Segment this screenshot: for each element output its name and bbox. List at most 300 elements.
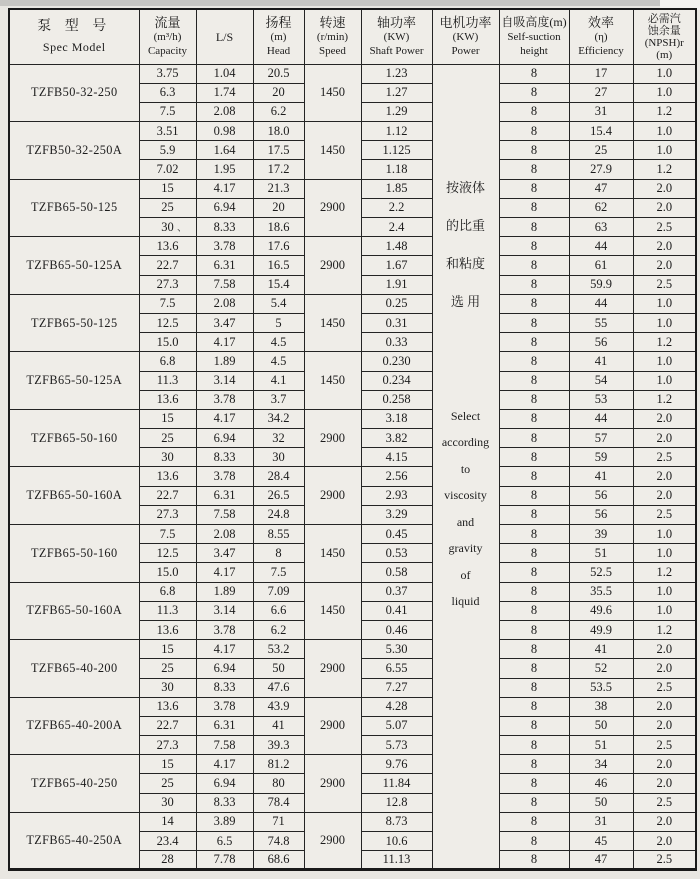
head-cell: 43.9 (253, 697, 304, 716)
shaft-power-cell: 0.53 (361, 544, 432, 563)
table-row (9, 352, 696, 371)
efficiency-cell: 52.5 (569, 563, 633, 582)
ls-cell: 3.78 (196, 237, 253, 256)
efficiency-cell: 17 (569, 64, 633, 83)
speed-cell: 2900 (304, 640, 361, 698)
npsh-cell: 1.0 (633, 83, 696, 102)
shaft-power-cell: 0.258 (361, 390, 432, 409)
capacity-cell: 12.5 (139, 544, 196, 563)
efficiency-cell: 54 (569, 371, 633, 390)
header-line: 必需汽 (647, 12, 681, 25)
capacity-cell: 6.8 (139, 582, 196, 601)
header-line: (r/min) (316, 31, 349, 44)
suction-cell: 8 (499, 237, 569, 256)
npsh-cell: 2.0 (633, 467, 696, 486)
power-note-line: viscosity (444, 488, 487, 502)
efficiency-cell: 56 (569, 333, 633, 352)
head-cell: 32 (253, 429, 304, 448)
efficiency-cell: 31 (569, 812, 633, 831)
col-header-model (9, 9, 139, 64)
model-cell: TZFB65-50-125 (9, 179, 139, 237)
npsh-cell: 1.0 (633, 313, 696, 332)
ls-cell: 7.58 (196, 505, 253, 524)
head-cell: 74.8 (253, 832, 304, 851)
head-cell: 15.4 (253, 275, 304, 294)
capacity-cell: 6.8 (139, 352, 196, 371)
head-cell: 71 (253, 812, 304, 831)
suction-cell: 8 (499, 755, 569, 774)
header-line: L/S (215, 29, 234, 44)
capacity-cell: 15 (139, 179, 196, 198)
efficiency-cell: 25 (569, 141, 633, 160)
suction-cell: 8 (499, 218, 569, 237)
table-body (9, 64, 696, 870)
table-row (9, 755, 696, 774)
npsh-cell: 2.0 (633, 256, 696, 275)
ls-cell: 3.78 (196, 467, 253, 486)
suction-cell: 8 (499, 141, 569, 160)
table-row (9, 582, 696, 601)
speed-cell: 1450 (304, 294, 361, 352)
table-row (9, 467, 696, 486)
capacity-cell: 30 (139, 678, 196, 697)
power-note-line: according (441, 435, 490, 449)
model-cell: TZFB65-50-160A (9, 467, 139, 525)
efficiency-cell: 41 (569, 352, 633, 371)
suction-cell: 8 (499, 409, 569, 428)
efficiency-cell: 50 (569, 793, 633, 812)
npsh-cell: 2.5 (633, 505, 696, 524)
ls-cell: 0.98 (196, 122, 253, 141)
suction-cell: 8 (499, 525, 569, 544)
speed-cell: 1450 (304, 582, 361, 640)
model-cell: TZFB65-40-200 (9, 640, 139, 698)
ls-cell: 4.17 (196, 640, 253, 659)
head-cell: 39.3 (253, 736, 304, 755)
head-cell: 41 (253, 716, 304, 735)
npsh-cell: 2.5 (633, 793, 696, 812)
efficiency-cell: 49.6 (569, 601, 633, 620)
speed-cell: 1450 (304, 352, 361, 410)
suction-cell: 8 (499, 851, 569, 870)
suction-cell: 8 (499, 678, 569, 697)
capacity-cell: 3.75 (139, 64, 196, 83)
speed-cell: 2900 (304, 409, 361, 467)
shaft-power-cell: 3.82 (361, 429, 432, 448)
scan-edge-strip (0, 0, 700, 6)
shaft-power-cell: 2.4 (361, 218, 432, 237)
power-note-line: of (460, 567, 471, 582)
header-line: 蚀余量 (647, 24, 681, 37)
shaft-power-cell: 0.25 (361, 294, 432, 313)
capacity-cell: 7.02 (139, 160, 196, 179)
head-cell: 7.09 (253, 582, 304, 601)
head-cell: 4.5 (253, 333, 304, 352)
head-cell: 17.2 (253, 160, 304, 179)
efficiency-cell: 55 (569, 313, 633, 332)
ls-cell: 4.17 (196, 563, 253, 582)
col-header-ls (196, 9, 253, 64)
efficiency-cell: 46 (569, 774, 633, 793)
head-cell: 47.6 (253, 678, 304, 697)
suction-cell: 8 (499, 659, 569, 678)
ls-cell: 4.17 (196, 333, 253, 352)
scan-mark: 、 (177, 223, 187, 234)
table-row (9, 812, 696, 831)
shaft-power-cell: 1.12 (361, 122, 432, 141)
shaft-power-cell: 11.84 (361, 774, 432, 793)
shaft-power-cell: 1.27 (361, 83, 432, 102)
head-cell: 17.6 (253, 237, 304, 256)
header-line: Capacity (147, 45, 188, 58)
suction-cell: 8 (499, 83, 569, 102)
speed-cell: 1450 (304, 64, 361, 122)
shaft-power-cell: 2.93 (361, 486, 432, 505)
shaft-power-cell: 10.6 (361, 832, 432, 851)
ls-cell: 6.94 (196, 659, 253, 678)
shaft-power-cell: 0.46 (361, 620, 432, 639)
shaft-power-cell: 5.07 (361, 716, 432, 735)
header-line: (KW) (452, 31, 479, 44)
ls-cell: 4.17 (196, 179, 253, 198)
suction-cell: 8 (499, 294, 569, 313)
capacity-cell: 13.6 (139, 390, 196, 409)
npsh-cell: 1.0 (633, 122, 696, 141)
speed-cell: 2900 (304, 755, 361, 813)
capacity-cell: 13.6 (139, 620, 196, 639)
capacity-cell: 22.7 (139, 256, 196, 275)
ls-cell: 1.95 (196, 160, 253, 179)
shaft-power-cell: 1.85 (361, 179, 432, 198)
ls-cell: 7.58 (196, 736, 253, 755)
head-cell: 6.2 (253, 620, 304, 639)
head-cell: 4.1 (253, 371, 304, 390)
ls-cell: 3.14 (196, 371, 253, 390)
capacity-cell: 25 (139, 659, 196, 678)
npsh-cell: 2.0 (633, 774, 696, 793)
speed-cell: 2900 (304, 697, 361, 755)
suction-cell: 8 (499, 429, 569, 448)
shaft-power-cell: 0.33 (361, 333, 432, 352)
efficiency-cell: 35.5 (569, 582, 633, 601)
efficiency-cell: 61 (569, 256, 633, 275)
ls-cell: 3.47 (196, 544, 253, 563)
npsh-cell: 2.5 (633, 448, 696, 467)
npsh-cell: 2.5 (633, 678, 696, 697)
model-cell: TZFB65-50-125A (9, 352, 139, 410)
model-cell: TZFB65-40-200A (9, 697, 139, 755)
npsh-cell: 1.0 (633, 141, 696, 160)
suction-cell: 8 (499, 64, 569, 83)
suction-cell: 8 (499, 620, 569, 639)
efficiency-cell: 63 (569, 218, 633, 237)
head-cell: 80 (253, 774, 304, 793)
npsh-cell: 1.0 (633, 525, 696, 544)
header-line: 泵 型 号 (37, 19, 112, 35)
header-line: 扬程 (265, 15, 292, 31)
suction-cell: 8 (499, 102, 569, 121)
ls-cell: 2.08 (196, 294, 253, 313)
head-cell: 50 (253, 659, 304, 678)
speed-cell: 1450 (304, 525, 361, 583)
table-row (9, 64, 696, 83)
npsh-cell: 2.0 (633, 237, 696, 256)
shaft-power-cell: 8.73 (361, 812, 432, 831)
ls-cell: 1.74 (196, 83, 253, 102)
capacity-cell: 27.3 (139, 736, 196, 755)
npsh-cell: 1.0 (633, 544, 696, 563)
ls-cell: 2.08 (196, 102, 253, 121)
header-line: 轴功率 (376, 15, 416, 31)
model-cell: TZFB65-50-160 (9, 409, 139, 467)
suction-cell: 8 (499, 256, 569, 275)
shaft-power-cell: 1.18 (361, 160, 432, 179)
npsh-cell: 2.5 (633, 736, 696, 755)
model-cell: TZFB65-40-250A (9, 812, 139, 870)
ls-cell: 7.58 (196, 275, 253, 294)
npsh-cell: 1.0 (633, 64, 696, 83)
npsh-cell: 1.0 (633, 582, 696, 601)
power-note-line: 的比重 (445, 217, 485, 233)
head-cell: 30 (253, 448, 304, 467)
suction-cell: 8 (499, 198, 569, 217)
efficiency-cell: 39 (569, 525, 633, 544)
shaft-power-cell: 9.76 (361, 755, 432, 774)
head-cell: 20.5 (253, 64, 304, 83)
efficiency-cell: 41 (569, 467, 633, 486)
suction-cell: 8 (499, 486, 569, 505)
header-line: Efficiency (578, 45, 624, 58)
suction-cell: 8 (499, 313, 569, 332)
efficiency-cell: 53 (569, 390, 633, 409)
suction-cell: 8 (499, 544, 569, 563)
efficiency-cell: 51 (569, 544, 633, 563)
npsh-cell: 2.0 (633, 716, 696, 735)
capacity-cell: 3.51 (139, 122, 196, 141)
capacity-cell: 15 (139, 755, 196, 774)
suction-cell: 8 (499, 333, 569, 352)
model-cell: TZFB65-50-160A (9, 582, 139, 640)
col-header-head (253, 9, 304, 64)
capacity-cell: 13.6 (139, 467, 196, 486)
efficiency-cell: 34 (569, 755, 633, 774)
speed-cell: 2900 (304, 179, 361, 237)
capacity-cell: 5.9 (139, 141, 196, 160)
shaft-power-cell: 1.29 (361, 102, 432, 121)
head-cell: 78.4 (253, 793, 304, 812)
npsh-cell: 2.0 (633, 755, 696, 774)
table-row (9, 409, 696, 428)
suction-cell: 8 (499, 832, 569, 851)
header-line: (KW) (383, 31, 410, 44)
shaft-power-cell: 0.230 (361, 352, 432, 371)
capacity-cell: 12.5 (139, 313, 196, 332)
efficiency-cell: 56 (569, 486, 633, 505)
ls-cell: 7.78 (196, 851, 253, 870)
capacity-cell: 11.3 (139, 371, 196, 390)
head-cell: 6.6 (253, 601, 304, 620)
ls-cell: 6.94 (196, 774, 253, 793)
shaft-power-cell: 0.45 (361, 525, 432, 544)
shaft-power-cell: 2.56 (361, 467, 432, 486)
npsh-cell: 2.5 (633, 275, 696, 294)
header-line: 电机功率 (439, 15, 492, 31)
capacity-cell: 23.4 (139, 832, 196, 851)
head-cell: 18.0 (253, 122, 304, 141)
ls-cell: 1.64 (196, 141, 253, 160)
shaft-power-cell: 0.58 (361, 563, 432, 582)
npsh-cell: 1.2 (633, 390, 696, 409)
npsh-cell: 1.0 (633, 352, 696, 371)
header-line: 自吸高度(m) (501, 15, 567, 30)
capacity-cell: 14 (139, 812, 196, 831)
power-note-line: gravity (448, 541, 483, 555)
npsh-cell: 1.0 (633, 601, 696, 620)
head-cell: 4.5 (253, 352, 304, 371)
efficiency-cell: 59.9 (569, 275, 633, 294)
npsh-cell: 2.0 (633, 812, 696, 831)
ls-cell: 6.94 (196, 429, 253, 448)
model-cell: TZFB50-32-250A (9, 122, 139, 180)
header-line: (m³/h) (153, 31, 182, 44)
ls-cell: 3.89 (196, 812, 253, 831)
efficiency-cell: 53.5 (569, 678, 633, 697)
capacity-cell: 22.7 (139, 716, 196, 735)
npsh-cell: 2.0 (633, 179, 696, 198)
ls-cell: 3.78 (196, 697, 253, 716)
capacity-cell: 6.3 (139, 83, 196, 102)
suction-cell: 8 (499, 160, 569, 179)
head-cell: 5 (253, 313, 304, 332)
suction-cell: 8 (499, 812, 569, 831)
npsh-cell: 2.0 (633, 832, 696, 851)
power-note-line: liquid (451, 594, 480, 608)
suction-cell: 8 (499, 793, 569, 812)
power-note-line: and (456, 514, 475, 529)
npsh-cell: 2.0 (633, 198, 696, 217)
header-line: Power (451, 45, 480, 58)
shaft-power-cell: 0.37 (361, 582, 432, 601)
ls-cell: 1.89 (196, 352, 253, 371)
capacity-cell: 30 (139, 793, 196, 812)
suction-cell: 8 (499, 448, 569, 467)
head-cell: 28.4 (253, 467, 304, 486)
shaft-power-cell: 0.234 (361, 371, 432, 390)
npsh-cell: 2.0 (633, 429, 696, 448)
pump-spec-table (8, 8, 697, 871)
shaft-power-cell: 5.73 (361, 736, 432, 755)
efficiency-cell: 62 (569, 198, 633, 217)
capacity-cell: 15 (139, 409, 196, 428)
head-cell: 34.2 (253, 409, 304, 428)
ls-cell: 3.78 (196, 620, 253, 639)
head-cell: 18.6 (253, 218, 304, 237)
capacity-cell: 27.3 (139, 275, 196, 294)
npsh-cell: 1.0 (633, 294, 696, 313)
suction-cell: 8 (499, 371, 569, 390)
capacity-cell: 28 (139, 851, 196, 870)
head-cell: 8 (253, 544, 304, 563)
header-line: Speed (319, 45, 346, 58)
power-note-line: to (460, 461, 471, 476)
capacity-cell: 30 (139, 218, 196, 237)
capacity-cell: 25 (139, 198, 196, 217)
speed-cell: 2900 (304, 467, 361, 525)
table-row (9, 179, 696, 198)
capacity-cell: 7.5 (139, 525, 196, 544)
ls-cell: 8.33 (196, 678, 253, 697)
capacity-cell: 11.3 (139, 601, 196, 620)
ls-cell: 6.31 (196, 486, 253, 505)
ls-cell: 6.94 (196, 198, 253, 217)
head-cell: 8.55 (253, 525, 304, 544)
head-cell: 16.5 (253, 256, 304, 275)
head-cell: 17.5 (253, 141, 304, 160)
motor-power-note-cell (432, 64, 499, 870)
header-line: Head (266, 45, 291, 58)
power-note-en (433, 321, 499, 615)
capacity-cell: 27.3 (139, 505, 196, 524)
shaft-power-cell: 0.41 (361, 601, 432, 620)
capacity-cell: 15 (139, 640, 196, 659)
efficiency-cell: 27 (569, 83, 633, 102)
table-row (9, 525, 696, 544)
npsh-cell: 2.5 (633, 851, 696, 870)
head-cell: 7.5 (253, 563, 304, 582)
npsh-cell: 1.2 (633, 102, 696, 121)
model-cell: TZFB65-50-125 (9, 294, 139, 352)
suction-cell: 8 (499, 563, 569, 582)
col-header-efficiency (569, 9, 633, 64)
suction-cell: 8 (499, 275, 569, 294)
header-line: 转速 (319, 15, 346, 31)
suction-cell: 8 (499, 736, 569, 755)
head-cell: 26.5 (253, 486, 304, 505)
ls-cell: 1.04 (196, 64, 253, 83)
speed-cell: 2900 (304, 237, 361, 295)
head-cell: 21.3 (253, 179, 304, 198)
suction-cell: 8 (499, 352, 569, 371)
suction-cell: 8 (499, 774, 569, 793)
header-line: Self-suction (507, 31, 561, 44)
power-note-zh (433, 65, 499, 321)
col-header-speed (304, 9, 361, 64)
table-row (9, 697, 696, 716)
efficiency-cell: 15.4 (569, 122, 633, 141)
npsh-cell: 1.2 (633, 563, 696, 582)
ls-cell: 8.33 (196, 448, 253, 467)
suction-cell: 8 (499, 601, 569, 620)
npsh-cell: 1.0 (633, 371, 696, 390)
efficiency-cell: 51 (569, 736, 633, 755)
capacity-cell: 15.0 (139, 563, 196, 582)
suction-cell: 8 (499, 716, 569, 735)
ls-cell: 3.14 (196, 601, 253, 620)
npsh-cell: 2.0 (633, 486, 696, 505)
efficiency-cell: 56 (569, 505, 633, 524)
efficiency-cell: 45 (569, 832, 633, 851)
table-row (9, 294, 696, 313)
capacity-cell: 25 (139, 774, 196, 793)
header-line: height (520, 45, 548, 58)
header-line: (m) (270, 31, 287, 44)
head-cell: 6.2 (253, 102, 304, 121)
ls-cell: 6.5 (196, 832, 253, 851)
head-cell: 3.7 (253, 390, 304, 409)
table-row (9, 640, 696, 659)
head-cell: 5.4 (253, 294, 304, 313)
efficiency-cell: 52 (569, 659, 633, 678)
